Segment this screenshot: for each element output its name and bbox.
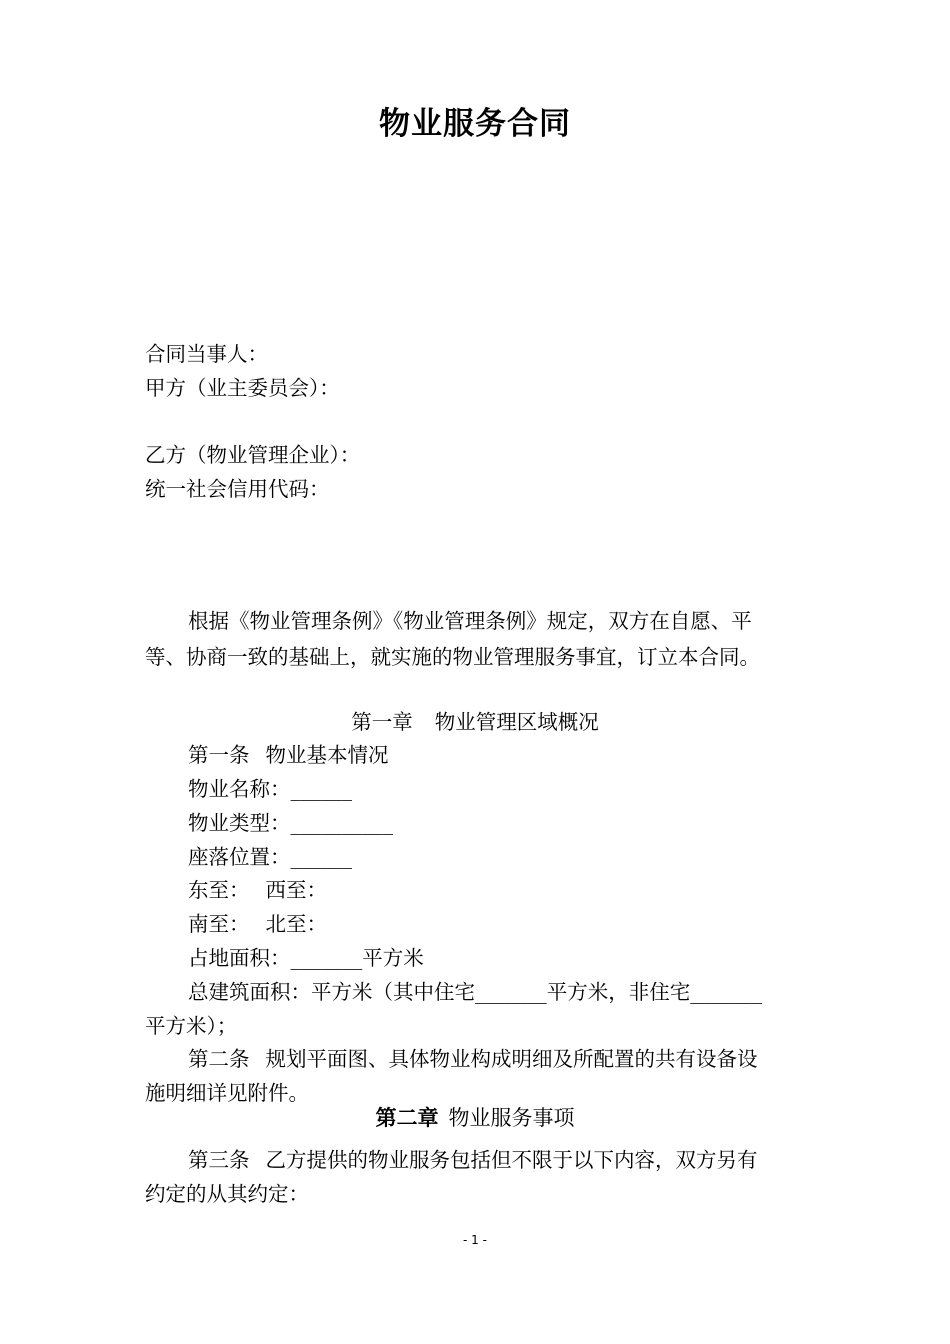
- party-a-line: 甲方（业主委员会）：: [145, 376, 340, 400]
- west-boundary: 西至：: [265, 878, 327, 902]
- article-3-line-2: 约定的从其约定：: [145, 1182, 309, 1206]
- preamble-line-2: 等、协商一致的基础上，就实施的物业管理服务事宜，订立本合同。: [145, 645, 760, 669]
- article-3-number: 第三条: [188, 1148, 250, 1172]
- south-boundary: 南至：: [188, 912, 250, 936]
- document-title: 物业服务合同: [379, 106, 571, 142]
- article-1-title: 物业基本情况: [265, 743, 389, 767]
- article-1-heading: [188, 741, 389, 769]
- property-location-line: 座落位置：______: [188, 845, 352, 869]
- floor-area-line-2: 平方米）；: [145, 1014, 238, 1038]
- chapter-2-title: 物业服务事项: [448, 1106, 575, 1130]
- article-2-line-2: 施明细详见附件。: [145, 1081, 309, 1105]
- chapter-1-number: 第一章: [351, 710, 413, 734]
- south-north-boundary-line: [188, 910, 327, 938]
- parties-heading: 合同当事人：: [145, 342, 268, 366]
- east-boundary: 东至：: [188, 878, 250, 902]
- chapter-1-heading: [0, 708, 950, 736]
- article-2-line-1: [188, 1045, 758, 1073]
- page-number: - 1 -: [463, 1233, 487, 1247]
- property-type-line: 物业类型：__________: [188, 811, 393, 835]
- property-name-line: 物业名称：______: [188, 777, 352, 801]
- chapter-2-heading: [0, 1104, 950, 1132]
- chapter-1-title: 物业管理区域概况: [434, 710, 599, 734]
- north-boundary: 北至：: [265, 912, 327, 936]
- land-area-line: 占地面积：_______平方米: [188, 946, 424, 970]
- east-west-boundary-line: [188, 876, 327, 904]
- article-3-text: 乙方提供的物业服务包括但不限于以下内容，双方另有: [265, 1148, 758, 1172]
- floor-area-line-1: 总建筑面积：平方米（其中住宅_______平方米，非住宅_______: [188, 980, 762, 1004]
- chapter-2-number: 第二章: [375, 1105, 439, 1130]
- party-b-line: 乙方（物业管理企业）：: [145, 443, 361, 467]
- article-2-number: 第二条: [188, 1047, 250, 1071]
- article-1-number: 第一条: [188, 743, 250, 767]
- preamble-line-1: 根据《物业管理条例》《物业管理条例》规定，双方在自愿、平: [188, 609, 752, 633]
- article-2-text: 规划平面图、具体物业构成明细及所配置的共有设备设: [265, 1047, 758, 1071]
- article-3-line-1: [188, 1146, 758, 1174]
- credit-code-line: 统一社会信用代码：: [145, 477, 330, 501]
